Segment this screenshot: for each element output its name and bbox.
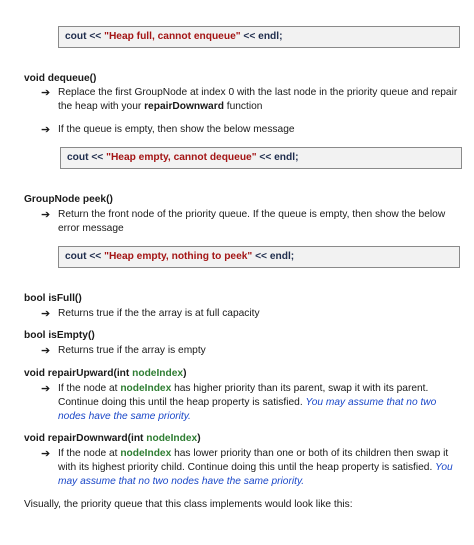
peek-heading: GroupNode peek() [24, 194, 113, 205]
code-operator: << [243, 31, 256, 42]
code-keyword: cout [67, 152, 89, 163]
param-name: nodeIndex [120, 383, 172, 394]
code-block-heap-full [58, 26, 460, 48]
note-text: may assume that no two nodes have the same priority. [58, 476, 305, 487]
text-run: ) [197, 433, 201, 444]
text-run: has higher priority than its parent, swap it with its parent. [171, 383, 429, 394]
code-operator: << [255, 251, 268, 262]
arrow-bullet-icon: ➔ [41, 124, 51, 136]
code-endl: endl; [258, 31, 283, 42]
code-endl: endl; [274, 152, 299, 163]
arrow-bullet-icon: ➔ [41, 383, 51, 395]
code-string: "Heap empty, nothing to peek" [104, 251, 253, 262]
param-name: nodeIndex [146, 433, 198, 444]
arrow-bullet-icon: ➔ [41, 308, 51, 320]
code-keyword: cout [65, 31, 87, 42]
repairupward-line1 [58, 382, 428, 395]
code-string: "Heap empty, cannot dequeue" [106, 152, 257, 163]
dequeue-text-line2 [58, 100, 262, 113]
text-run: the heap with your [58, 101, 145, 112]
code-operator: << [259, 152, 272, 163]
repairdownward-line1 [58, 447, 448, 460]
isempty-text: Returns true if the array is empty [58, 345, 206, 356]
footer-text: Visually, the priority queue that this class implements would look like this: [24, 499, 353, 510]
repairupward-line3 [58, 410, 191, 423]
repairupward-line2 [58, 396, 436, 409]
arrow-bullet-icon: ➔ [41, 448, 51, 460]
isfull-text: Returns true if the the array is at full capacity [58, 308, 260, 319]
peek-text-line1: Return the front node of the priority queue. If the queue is empty, then show the below [58, 209, 446, 220]
arrow-bullet-icon: ➔ [41, 87, 51, 99]
text-run: function [223, 101, 263, 112]
text-run: void repairUpward(int [24, 368, 133, 379]
dequeue-text-line1: Replace the first GroupNode at index 0 with the last node in the priority queue and repair [58, 87, 458, 98]
repairdownward-line3 [58, 475, 304, 488]
function-name: repairDownward [144, 101, 224, 112]
dequeue-empty-text: If the queue is empty, then show the below message [58, 124, 295, 135]
text-run: If the node at [58, 383, 121, 394]
text-run: If the node at [58, 448, 121, 459]
text-run: ) [183, 368, 187, 379]
code-block-heap-empty-peek [58, 246, 460, 268]
note-text: nodes have the same priority. [58, 411, 191, 422]
arrow-bullet-icon: ➔ [41, 345, 51, 357]
note-text: You [435, 462, 453, 473]
repairdownward-line2 [58, 461, 453, 474]
code-operator: << [89, 251, 102, 262]
note-text: You may assume that no two [305, 397, 437, 408]
code-operator: << [89, 31, 102, 42]
text-run: Continue doing this until the heap property is satisfied. [58, 397, 306, 408]
repairupward-heading [24, 368, 186, 379]
code-block-heap-empty-dequeue [60, 147, 462, 169]
param-name: nodeIndex [132, 368, 184, 379]
code-endl: endl; [269, 251, 295, 262]
param-name: nodeIndex [120, 448, 172, 459]
code-string: "Heap full, cannot enqueue" [104, 31, 241, 42]
arrow-bullet-icon: ➔ [41, 209, 51, 221]
dequeue-heading: void dequeue() [24, 73, 97, 84]
isempty-heading: bool isEmpty() [24, 330, 95, 341]
isfull-heading: bool isFull() [24, 293, 82, 304]
text-run: has lower priority than one or both of its children then swap it [171, 448, 449, 459]
text-run: void repairDownward(int [24, 433, 147, 444]
code-keyword: cout [65, 251, 87, 262]
peek-text-line2: error message [58, 223, 124, 234]
code-operator: << [91, 152, 104, 163]
text-run: with its highest priority child. Continue doing this until the heap property is satisfied. [58, 462, 436, 473]
repairdownward-heading [24, 433, 201, 444]
